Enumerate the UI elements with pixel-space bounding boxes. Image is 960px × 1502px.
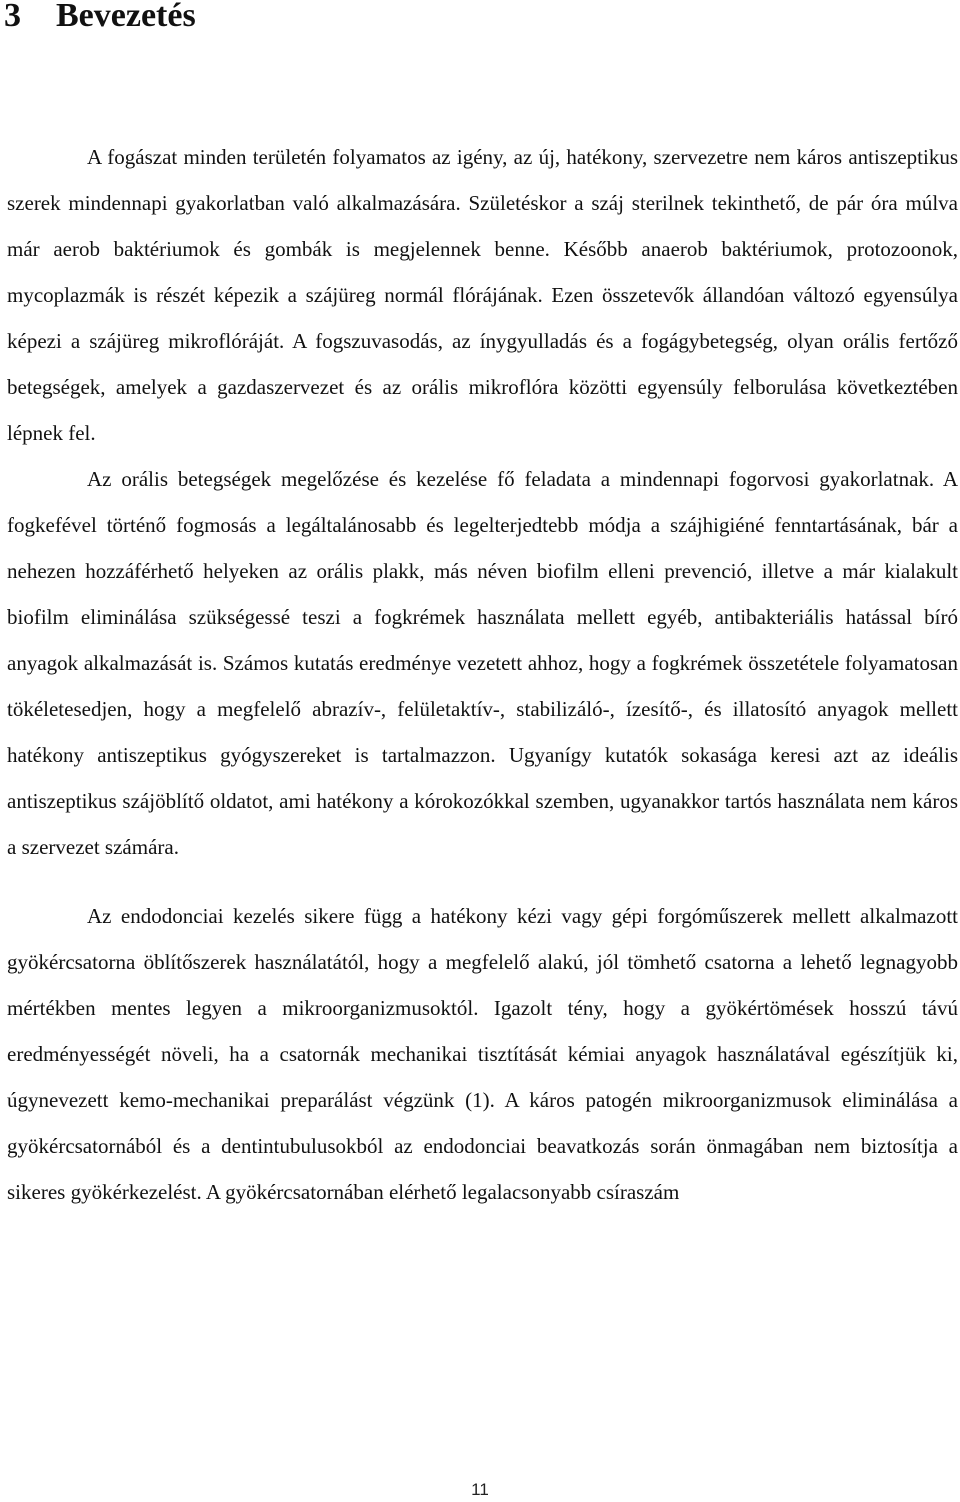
chapter-title: Bevezetés: [56, 0, 196, 34]
paragraph-1: A fogászat minden területén folyamatos az igény, az új, hatékony, szervezetre nem káros antiszeptikus szerek mindennapi gyakorlatban való alkalmazására. Születéskor a száj sterilnek tekinthető, de pár óra múlva már aerob baktériumok és gombák is megjelennek benne. Később anaerob baktériumok, protozoonok, mycoplazmák is részét képezik a szájüreg normál flórájának. Ezen összetevők állandóan változó egyensúlya képezi a szájüreg mikroflóráját. A fogszuvasodás, az ínygyulladás és a fogágybetegség, olyan orális fertőző betegségek, amelyek a gazdaszervezet és az orális mikroflóra közötti egyensúly felborulása következtében lépnek fel.: [7, 145, 958, 445]
paragraph-3: Az endodonciai kezelés sikere függ a hatékony kézi vagy gépi forgóműszerek mellett alkalmazott gyökércsatorna öblítőszerek használatától, hogy a megfelelő alakú, jól tömhető csatorna a lehető legnagyobb mértékben mentes legyen a mikroorganizmusoktól. Igazolt tény, hogy a gyökértömések hosszú távú eredményességét növeli, ha a csatornák mechanikai tisztítását kémiai anyagok használatával egészítjük ki, úgynevezett kemo-mechanikai preparálást végzünk (1). A káros patogén mikroorganizmusok eliminálása a gyökércsatornából és a dentintubulusokból az endodonciai beavatkozás során önmagában nem biztosítja a sikeres gyökérkezelést. A gyökércsatornában elérhető legalacsonyabb csíraszám: [7, 904, 958, 1204]
chapter-number: 3: [4, 0, 21, 34]
paragraph-2: Az orális betegségek megelőzése és kezelése fő feladata a mindennapi fogorvosi gyakorlatnak. A fogkefével történő fogmosás a legáltalánosabb és legelterjedtebb módja a szájhigiéné fenntartásának, bár a nehezen hozzáférhető helyeken az orális plakk, más néven biofilm elleni prevenció, illetve a már kialakult biofilm eliminálása szükségessé teszi a fogkrémek használata mellett egyéb, antibakteriális hatással bíró anyagok alkalmazását is. Számos kutatás eredménye vezetett ahhoz, hogy a fogkrémek összetétele folyamatosan tökéletesedjen, hogy a megfelelő abrazív-, felületaktív-, stabilizáló-, ízesítő-, és illatosító anyagok mellett hatékony antiszeptikus gyógyszereket is tartalmazzon. Ugyanígy kutatók sokasága keresi azt az ideális antiszeptikus szájöblítő oldatot, ami hatékony a kórokozókkal szemben, ugyanakkor tartós használata nem káros a szervezet számára.: [7, 467, 958, 859]
page-number: 11: [471, 1480, 489, 1499]
body-text: [7, 134, 958, 1215]
chapter-heading: [4, 0, 196, 39]
